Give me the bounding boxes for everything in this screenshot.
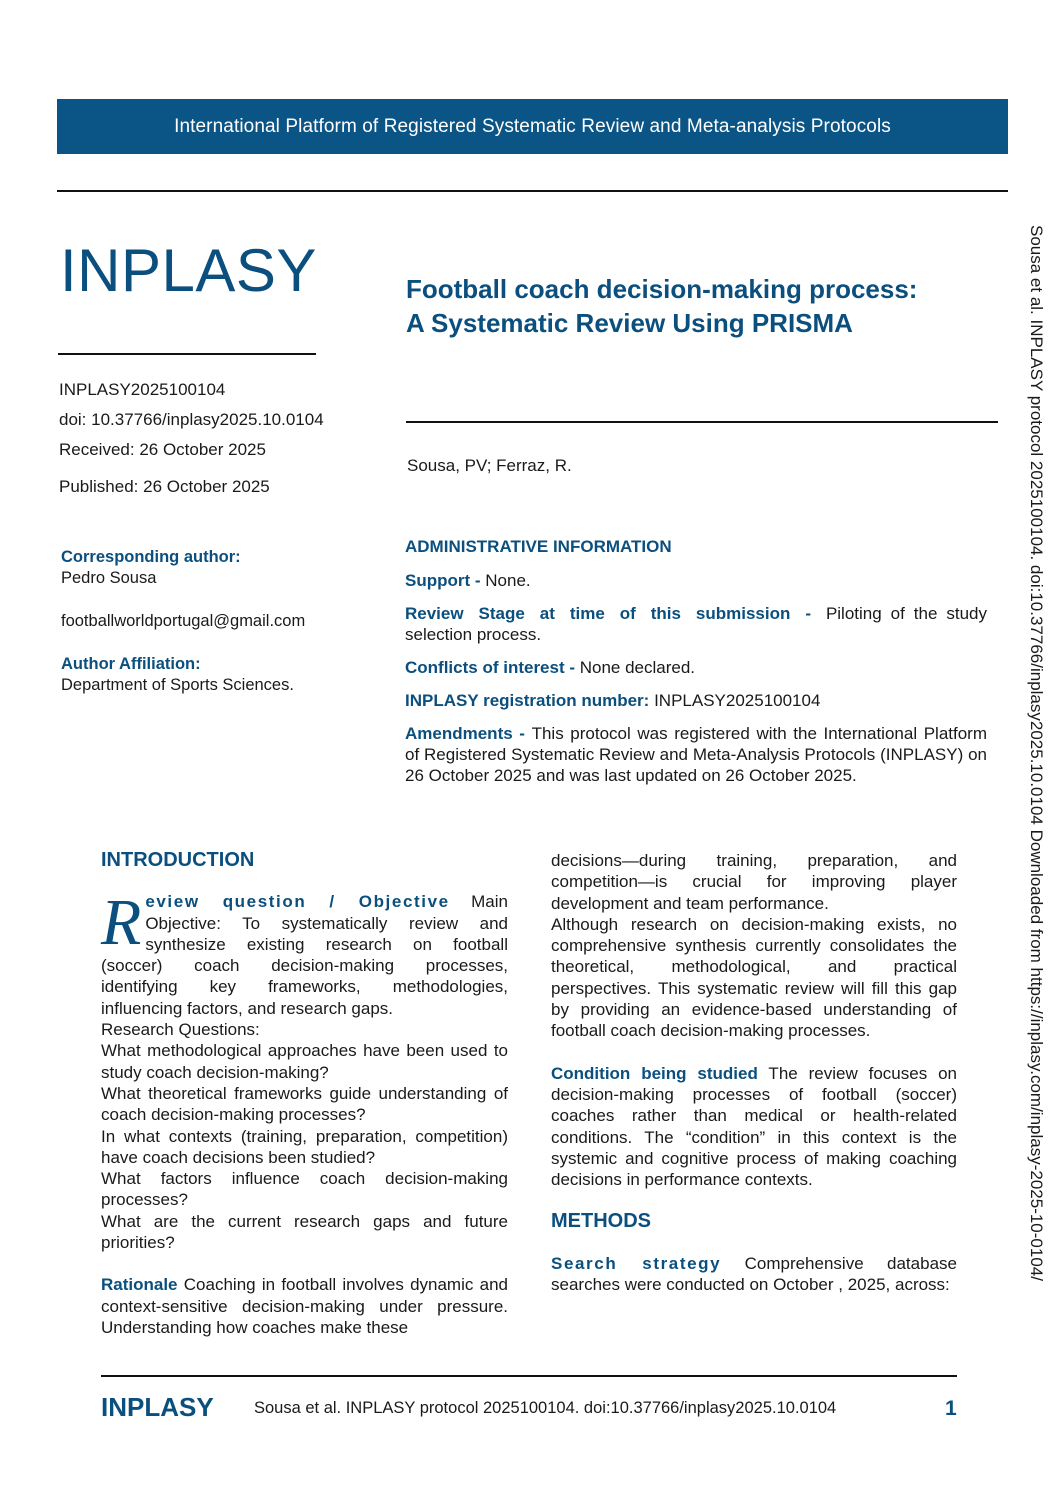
amendments-row bbox=[405, 723, 987, 786]
administrative-information bbox=[405, 537, 987, 798]
received-date: Received: 26 October 2025 bbox=[59, 440, 266, 459]
rationale-continued bbox=[551, 850, 957, 1042]
download-sidebar: Sousa et al. INPLASY protocol 2025100104. doi:10.37766/inplasy2025.10.0104 Downloaded from https://inplasy.com/inplasy-2025-10-0104/ bbox=[1027, 225, 1046, 1281]
search-strategy-label: Search strategy bbox=[551, 1253, 722, 1273]
support-value: None. bbox=[485, 571, 531, 590]
registration-label: INPLASY registration number: bbox=[405, 691, 655, 710]
rationale-paragraph bbox=[101, 1274, 508, 1338]
article-title bbox=[406, 272, 1006, 340]
registration-value: INPLASY2025100104 bbox=[654, 691, 821, 710]
support-label: Support - bbox=[405, 571, 486, 590]
conflicts-value: None declared. bbox=[579, 658, 696, 677]
review-question-text: Main Objective: To systematically review and synthesize existing research on football (soccer) coach decision-making processes, identifying key frameworks, methodologies, influencing factors, and research gaps. bbox=[101, 892, 508, 1018]
stage-label: Review Stage at time of this submission - bbox=[405, 604, 826, 623]
stage-row bbox=[405, 603, 987, 645]
footer-logo: INPLASY bbox=[101, 1392, 214, 1422]
doi-link[interactable]: doi: 10.37766/inplasy2025.10.0104 bbox=[59, 410, 324, 429]
stage-value: Piloting of the study selection process. bbox=[405, 604, 987, 644]
methods-heading: METHODS bbox=[551, 1210, 651, 1233]
research-question-2: What theoretical frameworks guide understanding of coach decision-making processes? bbox=[101, 1083, 508, 1125]
admin-heading: ADMINISTRATIVE INFORMATION bbox=[405, 537, 672, 556]
inplasy-logo: INPLASY bbox=[60, 237, 317, 304]
corresponding-label: Corresponding author: bbox=[61, 548, 241, 566]
support-row bbox=[405, 570, 987, 591]
research-question-5: What are the current research gaps and future priorities? bbox=[101, 1211, 508, 1253]
amendments-value: This protocol was registered with the International Platform of Registered Systematic Review and Meta-Analysis Protocols (INPLASY) on 26 October 2025 and was last updated on 26 October 2025. bbox=[405, 724, 987, 785]
rationale-continued-text: Although research on decision-making exists, no comprehensive synthesis currently consolidates the theoretical, methodological, and practical perspectives. This systematic review will fill this gap by providing an evidence-based understanding of football coach decision-making processes. bbox=[551, 914, 957, 1041]
research-questions-heading: Research Questions: bbox=[101, 1020, 260, 1040]
review-question-label: eview question / Objective bbox=[145, 892, 450, 912]
research-question-4: What factors influence coach decision-making processes? bbox=[101, 1169, 508, 1210]
right-column bbox=[551, 850, 957, 1295]
introduction-heading: INTRODUCTION bbox=[101, 849, 255, 871]
drop-cap: R bbox=[101, 886, 142, 960]
left-column bbox=[101, 850, 508, 1338]
conflicts-label: Conflicts of interest - bbox=[405, 658, 580, 677]
registration-row bbox=[405, 690, 987, 711]
author-info bbox=[61, 547, 361, 718]
condition-label: Condition being studied bbox=[551, 1063, 758, 1083]
rationale-text-tail: decisions—during training, preparation, and competition—is crucial for improving player development and team performance. bbox=[551, 851, 957, 913]
corresponding-email[interactable]: footballworldportugal@gmail.com bbox=[61, 612, 306, 630]
title-rule bbox=[406, 421, 998, 423]
footer-citation: Sousa et al. INPLASY protocol 2025100104. doi:10.37766/inplasy2025.10.0104 bbox=[254, 1399, 837, 1417]
published-date: Published: 26 October 2025 bbox=[59, 477, 270, 496]
search-strategy-text: Comprehensive database searches were conducted on October , 2025, across: bbox=[551, 1253, 957, 1295]
rationale-text: Coaching in football involves dynamic and context-sensitive decision-making under pressure. Understanding how coaches make these bbox=[101, 1275, 508, 1337]
affiliation-label: Author Affiliation: bbox=[61, 655, 201, 673]
search-strategy-paragraph bbox=[551, 1253, 957, 1296]
title-line-2: A Systematic Review Using PRISMA bbox=[406, 308, 853, 338]
top-rule bbox=[57, 190, 1008, 192]
rationale-label: Rationale bbox=[101, 1275, 178, 1295]
corresponding-name: Pedro Sousa bbox=[61, 569, 157, 587]
affiliation-value: Department of Sports Sciences. bbox=[61, 676, 294, 694]
registration-id: INPLASY2025100104 bbox=[59, 380, 226, 399]
review-question-paragraph bbox=[101, 886, 508, 1019]
condition-paragraph bbox=[551, 1063, 957, 1191]
footer-rule bbox=[101, 1375, 957, 1377]
research-question-1: What methodological approaches have been used to study coach decision-making? bbox=[101, 1041, 508, 1082]
conflicts-row bbox=[405, 657, 987, 678]
platform-banner: International Platform of Registered Systematic Review and Meta-analysis Protocols bbox=[57, 99, 1008, 154]
research-question-3: In what contexts (training, preparation, competition) have coach decisions been studied? bbox=[101, 1126, 508, 1167]
title-line-1: Football coach decision-making process: bbox=[406, 274, 918, 304]
author-list: Sousa, PV; Ferraz, R. bbox=[407, 456, 572, 475]
page-number: 1 bbox=[945, 1397, 957, 1420]
amendments-label: Amendments - bbox=[405, 724, 532, 743]
condition-text: The review focuses on decision-making processes of football (soccer) coaches rather than medical or health-related conditions. The “condition” in this context is the systemic and cognitive process of making coaching decisions in performance contexts. bbox=[551, 1063, 958, 1190]
logo-rule bbox=[58, 353, 316, 355]
